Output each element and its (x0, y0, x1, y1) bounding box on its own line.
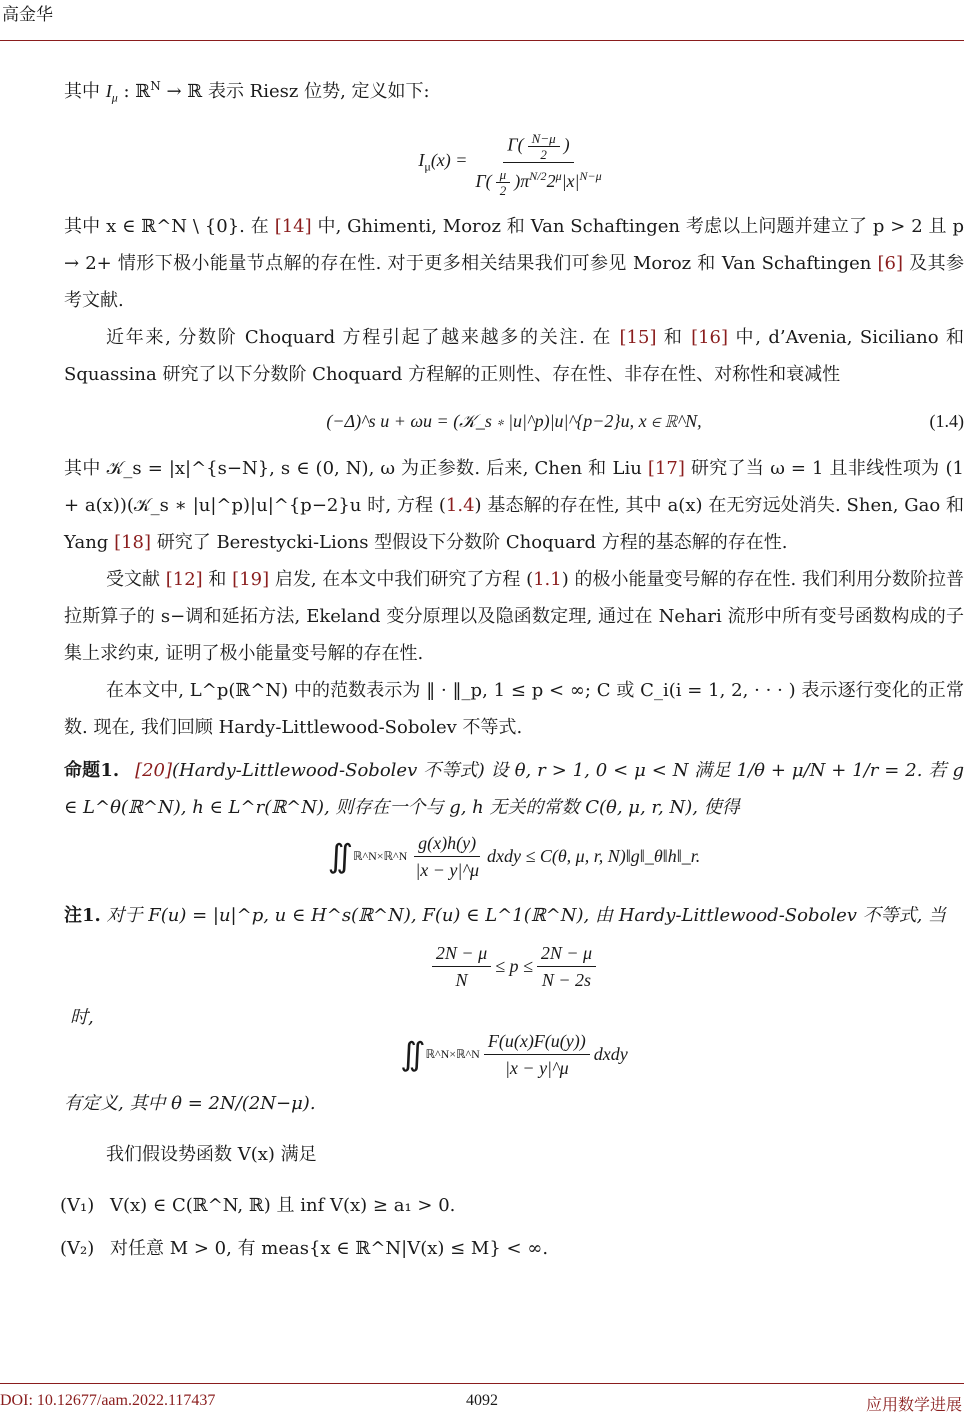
ref-link-12[interactable]: [12] (166, 569, 203, 590)
equation-range (64, 940, 964, 993)
eq5-denominator: |x − y|^μ (501, 1055, 573, 1081)
text: 研究了 Berestycki-Lions 型假设下分数阶 Choquard 方程的基态解的存在性. (151, 532, 787, 553)
note-label: 注1. (64, 905, 101, 926)
eq3-fraction (411, 830, 483, 883)
condition-text: V(x) ∈ C(ℝ^N, ℝ) 且 inf V(x) ≥ a₁ > 0. (110, 1195, 455, 1216)
condition-v2 (60, 1230, 964, 1267)
journal-name: 应用数学进展 (866, 1392, 962, 1415)
eq3-rest: dxdy ≤ C(θ, μ, r, N)‖g‖_θ‖h‖_r. (487, 838, 700, 875)
ref-link-20[interactable]: [20] (135, 760, 172, 781)
eq1-denominator: Γ( $\frac{\mu}{2}$ )$\pi^{N/2}2^\mu|x|^{N-\mu}$ (471, 163, 605, 198)
eq1-lhs: $I_\mu(x)$ = (418, 142, 467, 186)
eq4-numerator-right: 2N − μ (537, 940, 596, 967)
defined-text: 有定义, 其中 θ = 2N/(2N−μ). (64, 1085, 964, 1122)
eq4-fraction-left (432, 940, 491, 993)
proposition-1 (64, 752, 964, 826)
when-text: 时, (70, 999, 964, 1036)
eq4-fraction-right (537, 940, 596, 993)
eq4-numerator-left: 2N − μ (432, 940, 491, 967)
equation-riesz (64, 131, 964, 198)
eq1-fraction (471, 131, 605, 198)
text: 研究了当 ω = 1 且非线性项为 (1 + a(x))(𝒦_s ∗ |u|^p)|u|^{p−2}u 时, 方程 ( (64, 458, 964, 516)
eq1-numerator: Γ( $\frac{N-\mu}{2}$ ) (503, 131, 573, 163)
condition-label: (V₁) (60, 1195, 94, 1216)
proposition-label: 命题1. (64, 760, 119, 781)
page-number: 4092 (466, 1392, 498, 1410)
eq3-numerator: g(x)h(y) (414, 830, 480, 857)
text: ) 的极小能量变号解的存在性. 我们利用分数阶拉普拉斯算子的 s−调和延拓方法, Ekeland 变分原理以及隐函数定理, 通过在 Nehari 流形中所有变号函数构成的子集上求约束, 证明了极小能量变号解的存在性. (64, 569, 964, 664)
condition-v1 (60, 1187, 964, 1224)
ref-link-18[interactable]: [18] (114, 532, 151, 553)
spacer (64, 1122, 964, 1136)
text: ) 基态解的存在性, 其中 a(x) 在无穷远处消失. Shen, Gao 和 Yang (64, 495, 964, 553)
paragraph-motivation (64, 561, 964, 672)
running-author: 高金华 (2, 0, 53, 25)
eq4-denominator-left: N (452, 967, 472, 993)
ref-link-6[interactable]: [6] (878, 253, 904, 274)
paragraph-potential: 我们假设势函数 V(x) 满足 (64, 1136, 964, 1173)
note-text: 对于 F(u) = |u|^p, u ∈ H^s(ℝ^N), F(u) ∈ L^1(ℝ^N), 由 Hardy-Littlewood-Sobolev 不等式, 当 (107, 905, 947, 926)
text: 及其参考文献. (64, 253, 964, 311)
ref-link-15[interactable]: [15] (620, 327, 657, 348)
doi-link[interactable]: DOI: 10.12677/aam.2022.117437 (0, 1392, 215, 1410)
text: 其中 x ∈ ℝ^N \ {0}. 在 (64, 216, 275, 237)
eq3-domain: ℝ^N×ℝ^N (353, 838, 407, 875)
page-content (64, 68, 964, 1267)
ref-link-17[interactable]: [17] (648, 458, 685, 479)
ref-link-16[interactable]: [16] (691, 327, 728, 348)
ref-link-19[interactable]: [19] (232, 569, 269, 590)
eq-link-1-4[interactable]: 1.4 (446, 495, 475, 516)
text: 在本文中, L^p(ℝ^N) 中的范数表示为 ‖ · ‖_p, 1 ≤ p < ∞; C 或 C_i(i = 1, 2, · · · ) 表示逐行变化的正常数. 现在, 我们回顾 Hardy-Littlewood-Sobolev 不等式. (64, 680, 964, 738)
equation-hls (64, 830, 964, 883)
paragraph-notation (64, 672, 964, 746)
text: 受文献 (106, 569, 166, 590)
eq4-middle: ≤ p ≤ (495, 948, 533, 985)
equation-number: (1.4) (930, 403, 964, 440)
proposition-text: (Hardy-Littlewood-Sobolev 不等式) 设 θ, r > 1, 0 < μ < N 满足 1/θ + μ/N + 1/r = 2. 若 g ∈ L^θ(ℝ^N), h ∈ L^r(ℝ^N), 则存在一个与 g, h 无关的常数 C(θ, μ, r, N), 使得 (64, 760, 964, 818)
eq3-denominator: |x − y|^μ (411, 857, 483, 883)
paragraph-chen-liu (64, 450, 964, 561)
eq2-body: (−Δ)^s u + ωu = (𝒦_s ∗ |u|^p)|u|^{p−2}u, x ∈ ℝ^N, (326, 403, 701, 440)
text: 中, d’Avenia, Siciliano 和 Squassina 研究了以下分数阶 Choquard 方程解的正则性、存在性、非存在性、对称性和衰减性 (64, 327, 964, 385)
double-integral-symbol: ∬ (328, 838, 353, 875)
ref-link-14[interactable]: [14] (275, 216, 312, 237)
eq4-denominator-right: N − 2s (538, 967, 595, 993)
eq5-domain: ℝ^N×ℝ^N (425, 1036, 479, 1073)
page-header (0, 0, 964, 41)
double-integral-symbol: ∬ (400, 1036, 425, 1073)
paragraph-riesz-intro (64, 68, 964, 117)
equation-defined-integral (64, 1028, 964, 1081)
eq5-numerator: F(u(x)F(u(y)) (484, 1028, 590, 1055)
equation-1-4 (64, 403, 964, 440)
eq-link-1-1[interactable]: 1.1 (533, 569, 562, 590)
text: 启发, 在本文中我们研究了方程 ( (269, 569, 533, 590)
page-footer (0, 1383, 964, 1415)
text: 中, Ghimenti, Moroz 和 Van Schaftingen 考虑以上问题并建立了 p > 2 且 p → 2+ 情形下极小能量节点解的存在性. 对于更多相关结果我们可参见 Moroz 和 Van Schaftingen (64, 216, 964, 274)
spacer (64, 1173, 964, 1187)
text: 其中 𝒦_s = |x|^{s−N}, s ∈ (0, N), ω 为正参数. 后来, Chen 和 Liu (64, 458, 648, 479)
text: 和 (203, 569, 232, 590)
paragraph-fractional-choquard (64, 319, 964, 393)
paragraph-ghimenti (64, 208, 964, 319)
text: 其中 $I_\mu$ : ℝ$^N$ → ℝ 表示 Riesz 位势, 定义如下: (64, 81, 430, 102)
eq5-fraction (484, 1028, 590, 1081)
condition-text: 对任意 M > 0, 有 meas{x ∈ ℝ^N|V(x) ≤ M} < ∞. (110, 1238, 548, 1259)
condition-label: (V₂) (60, 1238, 94, 1259)
note-1 (64, 897, 964, 934)
eq5-rest: dxdy (594, 1036, 628, 1073)
text: 和 (656, 327, 691, 348)
text: 近年来, 分数阶 Choquard 方程引起了越来越多的关注. 在 (106, 327, 620, 348)
